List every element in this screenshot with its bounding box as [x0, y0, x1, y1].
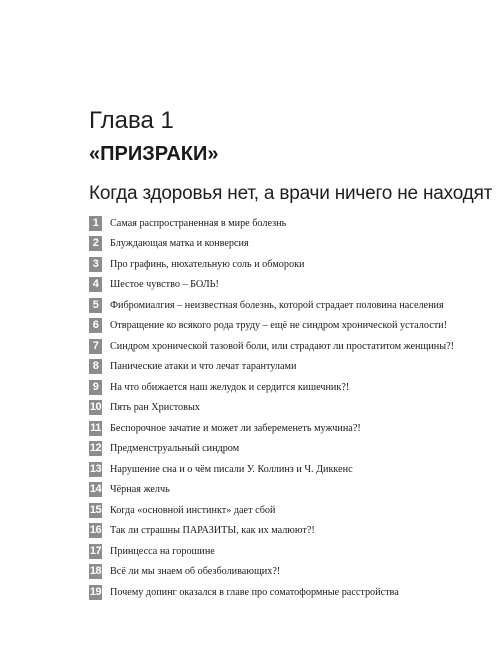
toc-item-title: Почему допинг оказался в главе про соматоформные расстройства	[110, 586, 399, 598]
toc-item	[89, 562, 494, 583]
toc-item	[89, 377, 494, 398]
toc-item-number: 1	[89, 216, 102, 231]
toc-item-title: Так ли страшны ПАРАЗИТЫ, как их малюют?!	[110, 525, 315, 537]
toc-item	[89, 418, 494, 439]
chapter-subtitle: Когда здоровья нет, а врачи ничего не находят	[89, 183, 493, 204]
toc-item	[89, 357, 494, 378]
toc-item	[89, 234, 494, 255]
toc-item-title: Пять ран Христовых	[110, 402, 200, 414]
toc-item-title: Нарушение сна и о чём писали У. Коллинз и Ч. Диккенс	[110, 463, 353, 475]
toc-item-title: Синдром хронической тазовой боли, или страдают ли простатитом женщины?!	[110, 340, 455, 352]
toc-item	[89, 480, 494, 501]
toc-item	[89, 439, 494, 460]
toc-item	[89, 316, 494, 337]
toc-item	[89, 541, 494, 562]
toc-item	[89, 275, 494, 296]
toc-item	[89, 500, 494, 521]
toc-item-number: 15	[89, 503, 102, 516]
toc-item	[89, 521, 494, 542]
toc-item-title: На что обижается наш желудок и сердится кишечник?!	[110, 381, 350, 393]
toc-item-number: 4	[89, 277, 102, 292]
toc-item-number: 16	[89, 524, 102, 537]
toc-item-title: Чёрная желчь	[110, 484, 170, 496]
toc-item-number: 11	[90, 421, 101, 434]
toc-item-title: Панические атаки и что лечат тарантулами	[110, 361, 297, 373]
toc-item-title: Когда «основной инстинкт» дает сбой	[110, 504, 276, 516]
toc-item	[89, 398, 494, 419]
toc-item-number: 2	[89, 236, 102, 251]
toc-item-title: Всё ли мы знаем об обезболивающих?!	[110, 566, 281, 578]
toc-item	[89, 254, 494, 275]
toc-item	[89, 582, 494, 603]
toc-item-title: Принцесса на горошине	[110, 545, 215, 557]
toc-item-number: 6	[89, 318, 102, 333]
toc-item-title: Про графинь, нюхательную соль и обмороки	[110, 258, 305, 270]
toc-item-number: 19	[89, 585, 102, 598]
toc-item-number: 9	[89, 380, 102, 395]
toc-item-title: Предменструальный синдром	[110, 443, 240, 455]
toc-item-number: 13	[89, 462, 102, 475]
toc-item-number: 18	[89, 565, 102, 578]
toc-item-title: Фибромиалгия – неизвестная болезнь, которой страдает половина населения	[110, 299, 444, 311]
toc-item-number: 10	[89, 401, 102, 414]
toc-item-number: 14	[89, 483, 102, 496]
toc-item	[89, 459, 494, 480]
chapter-title: «ПРИЗРАКИ»	[89, 143, 219, 165]
chapter-label: Глава 1	[89, 107, 174, 134]
toc-item	[89, 213, 494, 234]
toc-item-title: Шестое чувство – БОЛЬ!	[110, 279, 219, 291]
toc-item-number: 7	[89, 339, 102, 354]
toc-item-title: Самая распространенная в мире болезнь	[110, 217, 287, 229]
toc-item-number: 12	[89, 442, 102, 455]
toc-item	[89, 295, 494, 316]
toc-item	[89, 336, 494, 357]
toc-item-number: 8	[89, 359, 102, 374]
toc-item-number: 3	[89, 257, 102, 272]
toc-item-title: Беспорочное зачатие и может ли забеременеть мужчина?!	[110, 422, 361, 434]
toc-item-number: 17	[89, 544, 102, 557]
toc-item-number: 5	[89, 298, 102, 313]
toc-item-title: Отвращение ко всякого рода труду – ещё не синдром хронической усталости!	[110, 320, 448, 332]
toc-item-title: Блуждающая матка и конверсия	[110, 238, 249, 250]
table-of-contents	[89, 213, 494, 603]
